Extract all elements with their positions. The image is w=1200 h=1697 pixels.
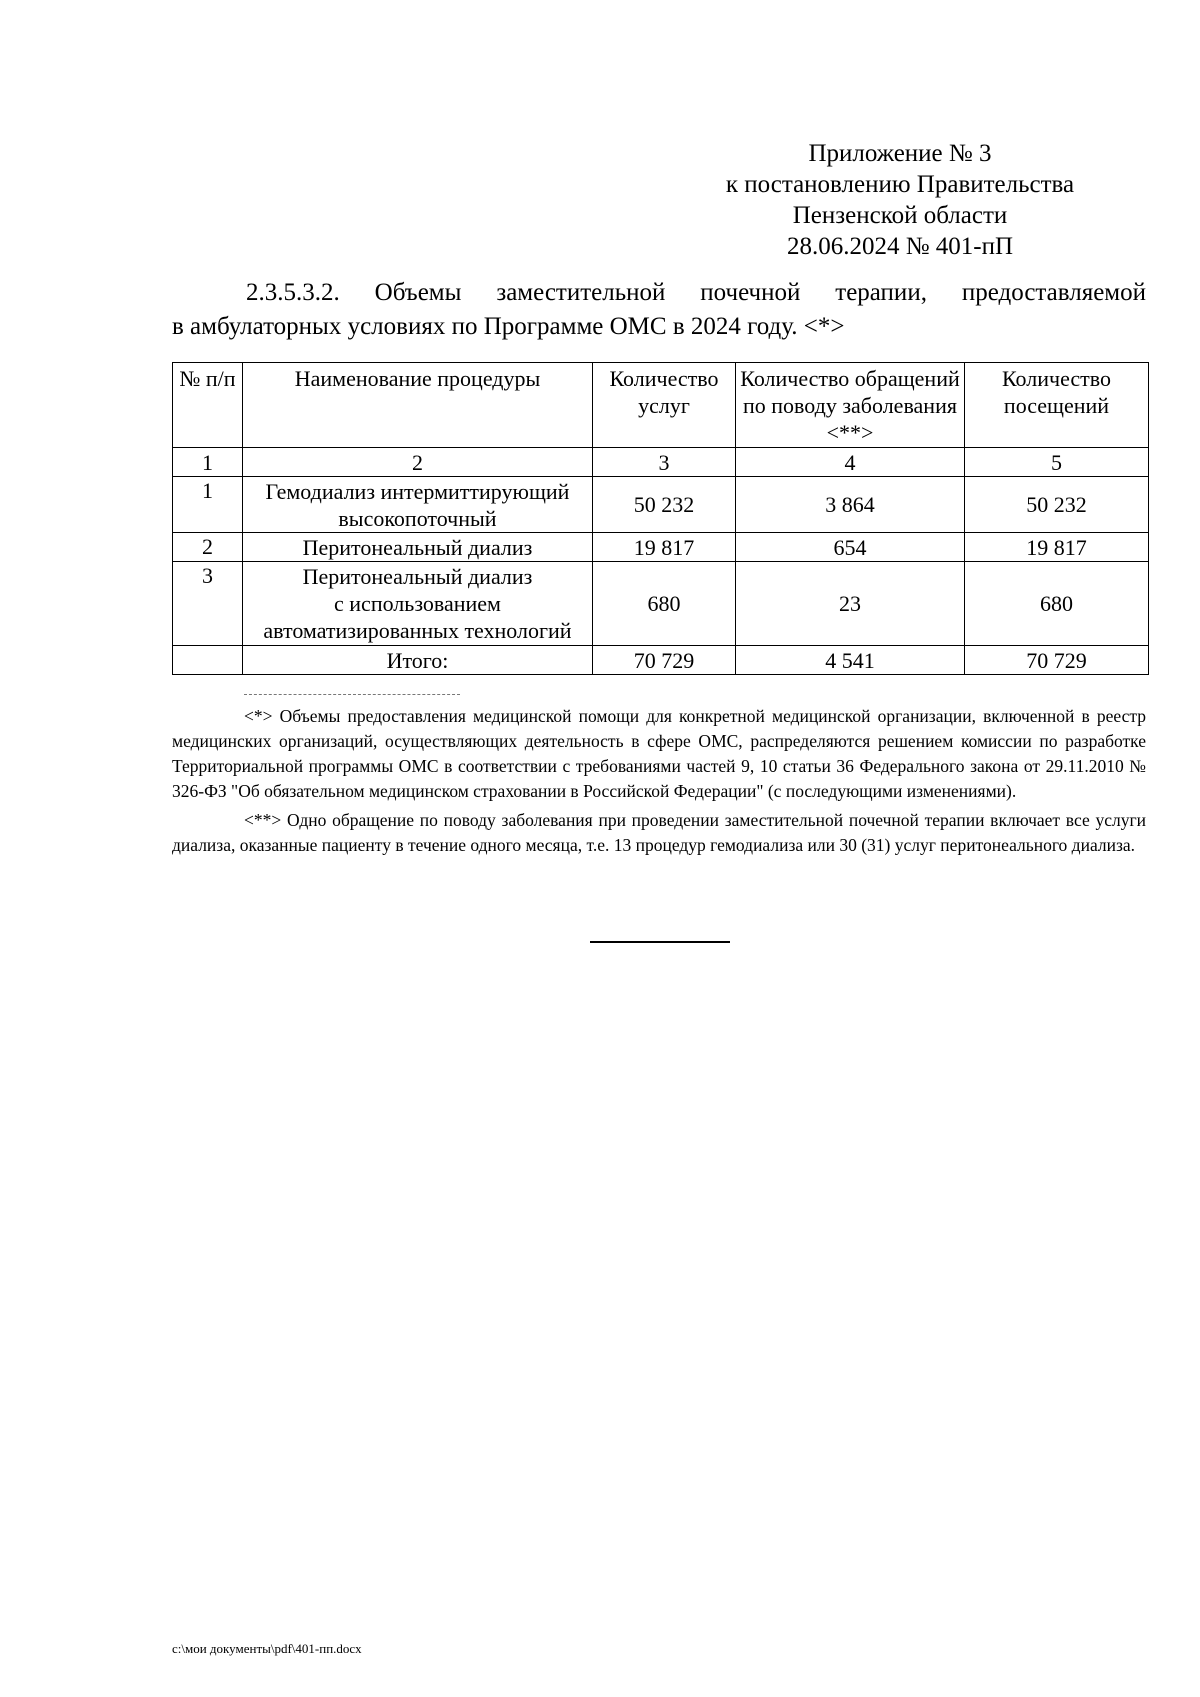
footnote-1: <*> Объемы предоставления медицинской помощи для конкретной медицинской организации, включенной в реестр медицинских организаций, осуществляющих деятельность в сфере ОМС, распределяются решением комиссии по разработке Территориальной программы ОМС в соответствии с требованиями частей 9, 10 статьи 36 Федерального закона от 29.11.2010 № 326-ФЗ "Об обязательном медицинском страховании в Российской Федерации" (с последующими изменениями). — [172, 706, 1146, 801]
end-rule — [590, 941, 730, 943]
row-number: 1 — [173, 477, 243, 533]
table-row — [173, 562, 1149, 646]
table-header-row — [173, 363, 1149, 448]
footnotes — [172, 704, 1146, 862]
column-number: 3 — [593, 448, 736, 477]
total-row — [173, 646, 1149, 675]
header-services-count: Количество услуг — [593, 363, 736, 448]
section-heading — [172, 276, 1146, 344]
procedure-name-line: Гемодиализ интермиттирующий — [265, 478, 570, 504]
total-label: Итого: — [243, 646, 593, 675]
disease-visits-count: 3 864 — [736, 477, 965, 533]
procedure-name-line: с использованием — [334, 591, 501, 616]
header-disease-visits-count: Количество обращений по поводу заболевания <**> — [736, 363, 965, 448]
services-count: 50 232 — [593, 477, 736, 533]
table-row — [173, 477, 1149, 533]
column-number: 2 — [243, 448, 593, 477]
column-numbers-row — [173, 448, 1149, 477]
footnote-separator — [244, 694, 460, 695]
visits-count: 50 232 — [965, 477, 1149, 533]
section-heading-line2: в амбулаторных условиях по Программе ОМС в 2024 году. <*> — [172, 313, 845, 340]
procedure-name-line: Перитонеальный диализ — [302, 564, 533, 589]
table-row — [173, 533, 1149, 562]
file-path: c:\мои документы\pdf\401-пп.docx — [172, 1641, 362, 1656]
total-visits: 70 729 — [965, 646, 1149, 675]
volumes-table — [172, 362, 1149, 675]
visits-count: 19 817 — [965, 533, 1149, 562]
section-heading-line1: 2.3.5.3.2. Объемы заместительной почечной терапии, предоставляемой — [246, 279, 1146, 306]
disease-visits-count: 23 — [736, 562, 965, 646]
footnote-2: <**> Одно обращение по поводу заболевания при проведении заместительной почечной терапии включает все услуги диализа, оказанные пациенту в течение одного месяца, т.е. 13 процедур гемодиализа или 30 (31) услуг перитонеального диализа. — [172, 810, 1146, 855]
services-count: 19 817 — [593, 533, 736, 562]
header-procedure-name: Наименование процедуры — [243, 363, 593, 448]
appendix-block — [700, 138, 1100, 262]
total-disease-visits: 4 541 — [736, 646, 965, 675]
procedure-name — [243, 562, 593, 646]
appendix-region: Пензенской области — [792, 202, 1008, 229]
procedure-name-line: автоматизированных технологий — [263, 618, 572, 643]
procedure-name — [243, 477, 593, 533]
header-visits-count: Количество посещений — [965, 363, 1149, 448]
row-number: 2 — [173, 533, 243, 562]
appendix-title: Приложение № 3 — [808, 140, 992, 167]
appendix-date-number: 28.06.2024 № 401-пП — [786, 233, 1014, 260]
services-count: 680 — [593, 562, 736, 646]
disease-visits-count: 654 — [736, 533, 965, 562]
column-number: 5 — [965, 448, 1149, 477]
total-services: 70 729 — [593, 646, 736, 675]
column-number: 4 — [736, 448, 965, 477]
procedure-name-line: высокопоточный — [338, 505, 497, 531]
appendix-resolution: к постановлению Правительства — [725, 171, 1075, 198]
row-number: 3 — [173, 562, 243, 646]
header-number: № п/п — [173, 363, 243, 448]
visits-count: 680 — [965, 562, 1149, 646]
total-number — [173, 646, 243, 675]
procedure-name-line: Перитонеальный диализ — [302, 534, 533, 560]
column-number: 1 — [173, 448, 243, 477]
procedure-name — [243, 533, 593, 562]
